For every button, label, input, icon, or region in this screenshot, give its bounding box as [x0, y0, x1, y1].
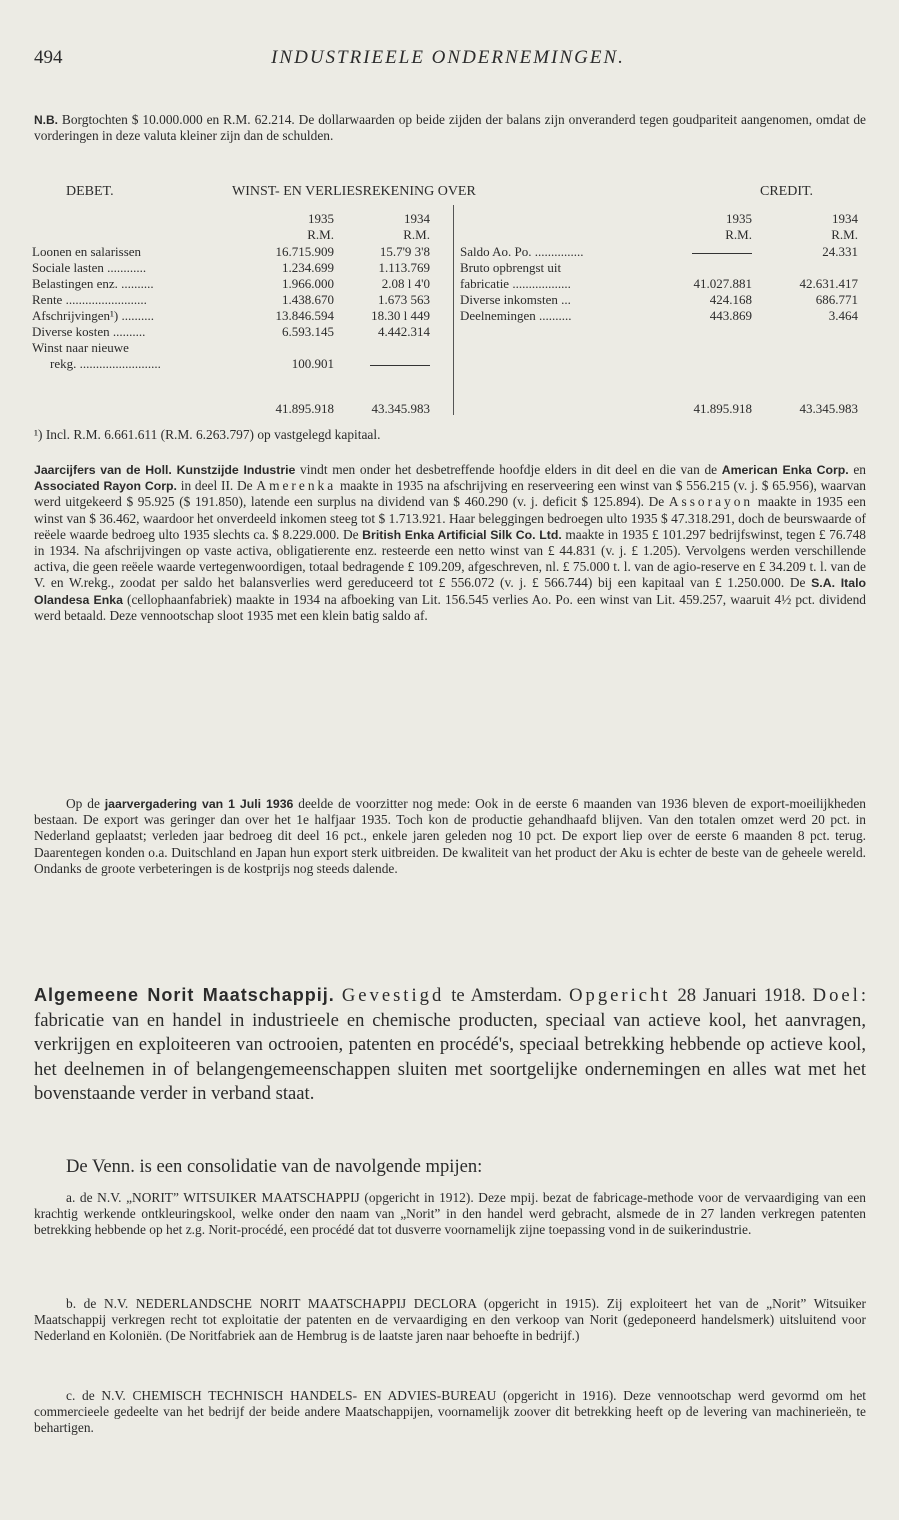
debit-1934: 18.30 l 449 — [371, 308, 430, 323]
nb-text: Borgtochten $ 10.000.000 en R.M. 62.214. De dollarwaarden op beide zijden der balans zijn onveranderd tegen goudpariteit aangenomen, omdat de vorderingen in deze valuta kleiner zijn dan de schulden. — [34, 112, 866, 144]
credit-1935: 424.168 — [709, 292, 752, 307]
debet-label: DEBET. — [66, 184, 114, 199]
running-title: INDUSTRIEELE ONDERNEMINGEN. — [271, 47, 625, 68]
debit-1935: 1.966.000 — [282, 276, 334, 291]
debit-label: rekg. ......................... — [50, 356, 161, 371]
credit-label: CREDIT. — [760, 184, 814, 199]
unit-left-1: R.M. — [307, 227, 334, 242]
credit-1935: 41.027.881 — [693, 276, 752, 291]
credit-label: Saldo Ao. Po. ............... — [460, 244, 584, 259]
consolidatie-line: De Venn. is een consolidatie van de navolgende mpijen: — [66, 1156, 483, 1177]
company-name: American Enka Corp. — [721, 463, 849, 477]
year-left-1934: 1934 — [404, 211, 430, 226]
debit-1934: 4.442.314 — [378, 324, 430, 339]
year-left-1935: 1935 — [308, 211, 334, 226]
unit-right-2: R.M. — [831, 227, 858, 242]
debit-label: Rente ......................... — [32, 292, 147, 307]
company-name: Amerenka — [256, 478, 337, 494]
debit-label: Belastingen enz. .......... — [32, 276, 154, 291]
unit-right-1: R.M. — [725, 227, 752, 242]
total-right-1934: 43.345.983 — [799, 401, 858, 416]
text-run: vindt men onder het desbetreffende hoofdje elders in dit deel en die van de — [295, 462, 722, 477]
text-run: 28 Januari 1918. — [670, 985, 813, 1006]
debit-1934: 15.7'9 3'8 — [379, 244, 430, 259]
norit-paragraph — [34, 983, 866, 1107]
debit-1934: 1.113.769 — [378, 260, 430, 275]
debit-1935: 1.438.670 — [282, 292, 334, 307]
text-run: en — [848, 462, 866, 477]
table-title: WINST- EN VERLIESREKENING OVER — [232, 184, 476, 199]
debit-1935: 100.901 — [291, 356, 334, 371]
credit-1935 — [670, 244, 752, 260]
table-footnote: ¹) Incl. R.M. 6.661.611 (R.M. 6.263.797) op vastgelegd kapitaal. — [34, 427, 381, 442]
text-run: in deel II. De — [176, 478, 257, 494]
norit-company-name: Algemeene Norit Maatschappij. — [34, 985, 335, 1005]
debit-label: Diverse kosten .......... — [32, 324, 146, 339]
text-run: Op de — [66, 796, 105, 811]
text-run: maakte in 1935 na afschrijving en reserveering een winst van $ 556.215 (v. j. $ 65.956), waarvan werd uitgekeerd $ 95.925 ($ 191.850), latende een surplus na dividend van $ 460.290 (v. j. deficit $ 125.894). De — [34, 478, 866, 510]
nb-lead: N.B. — [34, 113, 58, 127]
page-header — [30, 47, 866, 77]
text-run: maakte in 1935 een winst van $ 36.462, waardoor het onverdeeld inkomen steeg tot $ 1.713.921. Haar beleggingen bedroegen ulto 1935 $ 47.318.291, doch de beurswaarde of reëele waarde bedroeg ulto 1935 slechts ca. $ 8.229.000. De — [34, 494, 866, 542]
debit-1935: 13.846.594 — [275, 308, 334, 323]
gevestigd-label: Gevestigd — [341, 985, 445, 1006]
text-run: deelde de voorzitter nog mede: Ook in de eerste 6 maanden van 1936 bleven de export-moeilijkheden bestaan. De export was geringer dan over het 1e halfjaar 1935. Toch kon de productie gehandhaafd blijven. Van den totalen omzet werd 20 pct. in Nederland geplaatst; verleden jaar bedroeg dit deel 16 pct., enkele jaren geleden nog 10 pct. De export liep over de eerste 6 maanden 8 pct. terug. Daarentegen konden o.a. Duitschland en Japan hun export sterk uitbreiden. De kwaliteit van het product der Aku is echter de beste van de geheele wereld. Ondanks de groote verbeteringen is de kostprijs nog steeds dalende. — [34, 796, 866, 876]
doel-label: Doel — [812, 985, 861, 1006]
total-left-1934: 43.345.983 — [371, 401, 430, 416]
credit-label: Bruto opbrengst uit — [460, 260, 562, 275]
text-run: : fabricatie van en handel in industrieele en chemische producten, speciaal van actieve kool, het aanvragen, verkrijgen en exploiteeren van octrooien, patenten en procédé's, speciaal betrekking hebbende op actieve kool, het deelnemen in of belangengemeenschappen sluiten met soortgelijke ondernemingen en alles wat met het bovenstaande verder in verband staat. — [34, 985, 866, 1105]
credit-label: Diverse inkomsten ... — [460, 292, 571, 307]
company-name: British Enka Artificial Silk Co. Ltd. — [362, 527, 562, 542]
credit-1934: 42.631.417 — [799, 276, 858, 291]
debit-label: Loonen en salarissen — [32, 244, 142, 259]
debit-label: Afschrijvingen¹) .......... — [32, 308, 154, 323]
text-run: maakte in 1935 £ 101.297 bedrijfswinst, tegen £ 76.748 in 1934. Na afschrijvingen op vaste activa, obligatierente enz. resteerde een netto winst van £ 44.831 (v. j. £ 1.205). Vervolgens werden verschillende activa, die geen reëele waarde vertegenwoordigen, totaal bedragende £ 109.209, afgeschreven, nl. £ 75.000 t. l. van de agio-reserve en £ 34.209 t. l. van de V. en W.rekg., zoodat per saldo het balansverlies werd gereduceerd tot £ 556.072 (v. j. £ 566.744) bij een kapitaal van £ 1.250.000. De — [34, 526, 866, 591]
table-divider — [453, 205, 454, 415]
company-name: S.A. Italo Olandesa Enka — [34, 576, 866, 607]
debit-1934 — [340, 356, 430, 372]
text-run: (cellophaanfabriek) maakte in 1934 na afboeking van Lit. 156.545 verlies Ao. Po. een winst van Lit. 459.257, waaruit 4½ pct. dividend werd betaald. Deze vennootschap sloot 1935 met een klein batig saldo af. — [34, 591, 866, 623]
list-item-a: a. de N.V. „NORIT” WITSUIKER MAATSCHAPPIJ (opgericht in 1912). Deze mpij. bezat de fabricage-methode voor de vervaardiging van een krachtig werkende ontkleuringskool, welke onder den naam van „Norit” in den handel werd gebracht, alsmede de in 27 landen verkregen patenten betrekking hebbende op het z.g. Norit-procédé, een procédé dat tot dusverre voornamelijk zijne toepassing vond in de suikerindustrie. — [34, 1190, 866, 1238]
total-left-1935: 41.895.918 — [275, 401, 334, 416]
year-right-1935: 1935 — [726, 211, 752, 226]
debit-1934: 2.08 l 4'0 — [381, 276, 430, 291]
credit-1934: 3.464 — [828, 308, 858, 323]
debit-1935: 16.715.909 — [275, 244, 334, 259]
total-right-1935: 41.895.918 — [693, 401, 752, 416]
vergadering-paragraph — [34, 796, 866, 877]
debit-1935: 1.234.699 — [282, 260, 334, 275]
year-right-1934: 1934 — [832, 211, 858, 226]
list-item-b: b. de N.V. NEDERLANDSCHE NORIT MAATSCHAPPIJ DECLORA (opgericht in 1915). Zij exploiteert het van de „Norit” Witsuiker Maatschappij verkregen recht tot exploitatie der patenten en de vervaardiging en den verkoop van Norit (gedeponeerd handelsmerk) uitsluitend voor Nederland en Koloniën. (De Noritfabriek aan de Hembrug is de laatste jaren naar behoefte in bedrijf.) — [34, 1296, 866, 1344]
credit-label: fabricatie .................. — [460, 276, 571, 291]
jaarcijfers-lead: Jaarcijfers van de Holl. Kunstzijde Industrie — [34, 463, 296, 477]
debit-1935: 6.593.145 — [282, 324, 334, 339]
text-run: te Amsterdam. — [444, 985, 570, 1006]
opgericht-label: Opgericht — [569, 985, 671, 1006]
debit-label: Winst naar nieuwe — [32, 340, 129, 355]
credit-1935: 443.869 — [709, 308, 752, 323]
unit-left-2: R.M. — [403, 227, 430, 242]
jaarcijfers-paragraph — [34, 462, 866, 624]
vergadering-lead: jaarvergadering van 1 Juli 1936 — [104, 797, 294, 811]
nb-note — [34, 112, 866, 144]
credit-label: Deelnemingen .......... — [460, 308, 572, 323]
debit-1934: 1.673 563 — [378, 292, 430, 307]
company-name: Assorayon — [668, 494, 754, 510]
credit-1934: 686.771 — [815, 292, 858, 307]
debit-label: Sociale lasten ............ — [32, 260, 147, 275]
company-name: Associated Rayon Corp. — [34, 479, 177, 494]
table-heading — [30, 184, 866, 204]
credit-1934: 24.331 — [822, 244, 858, 259]
list-item-c: c. de N.V. CHEMISCH TECHNISCH HANDELS- EN ADVIES-BUREAU (opgericht in 1916). Deze vennootschap werd gevormd om het commercieele gedeelte van het bedrijf der beide andere Maatschappijen, voornamelijk zoover dit betrekking heeft op de levering van machinerieën, te behartigen. — [34, 1388, 866, 1436]
page-number: 494 — [34, 47, 63, 68]
